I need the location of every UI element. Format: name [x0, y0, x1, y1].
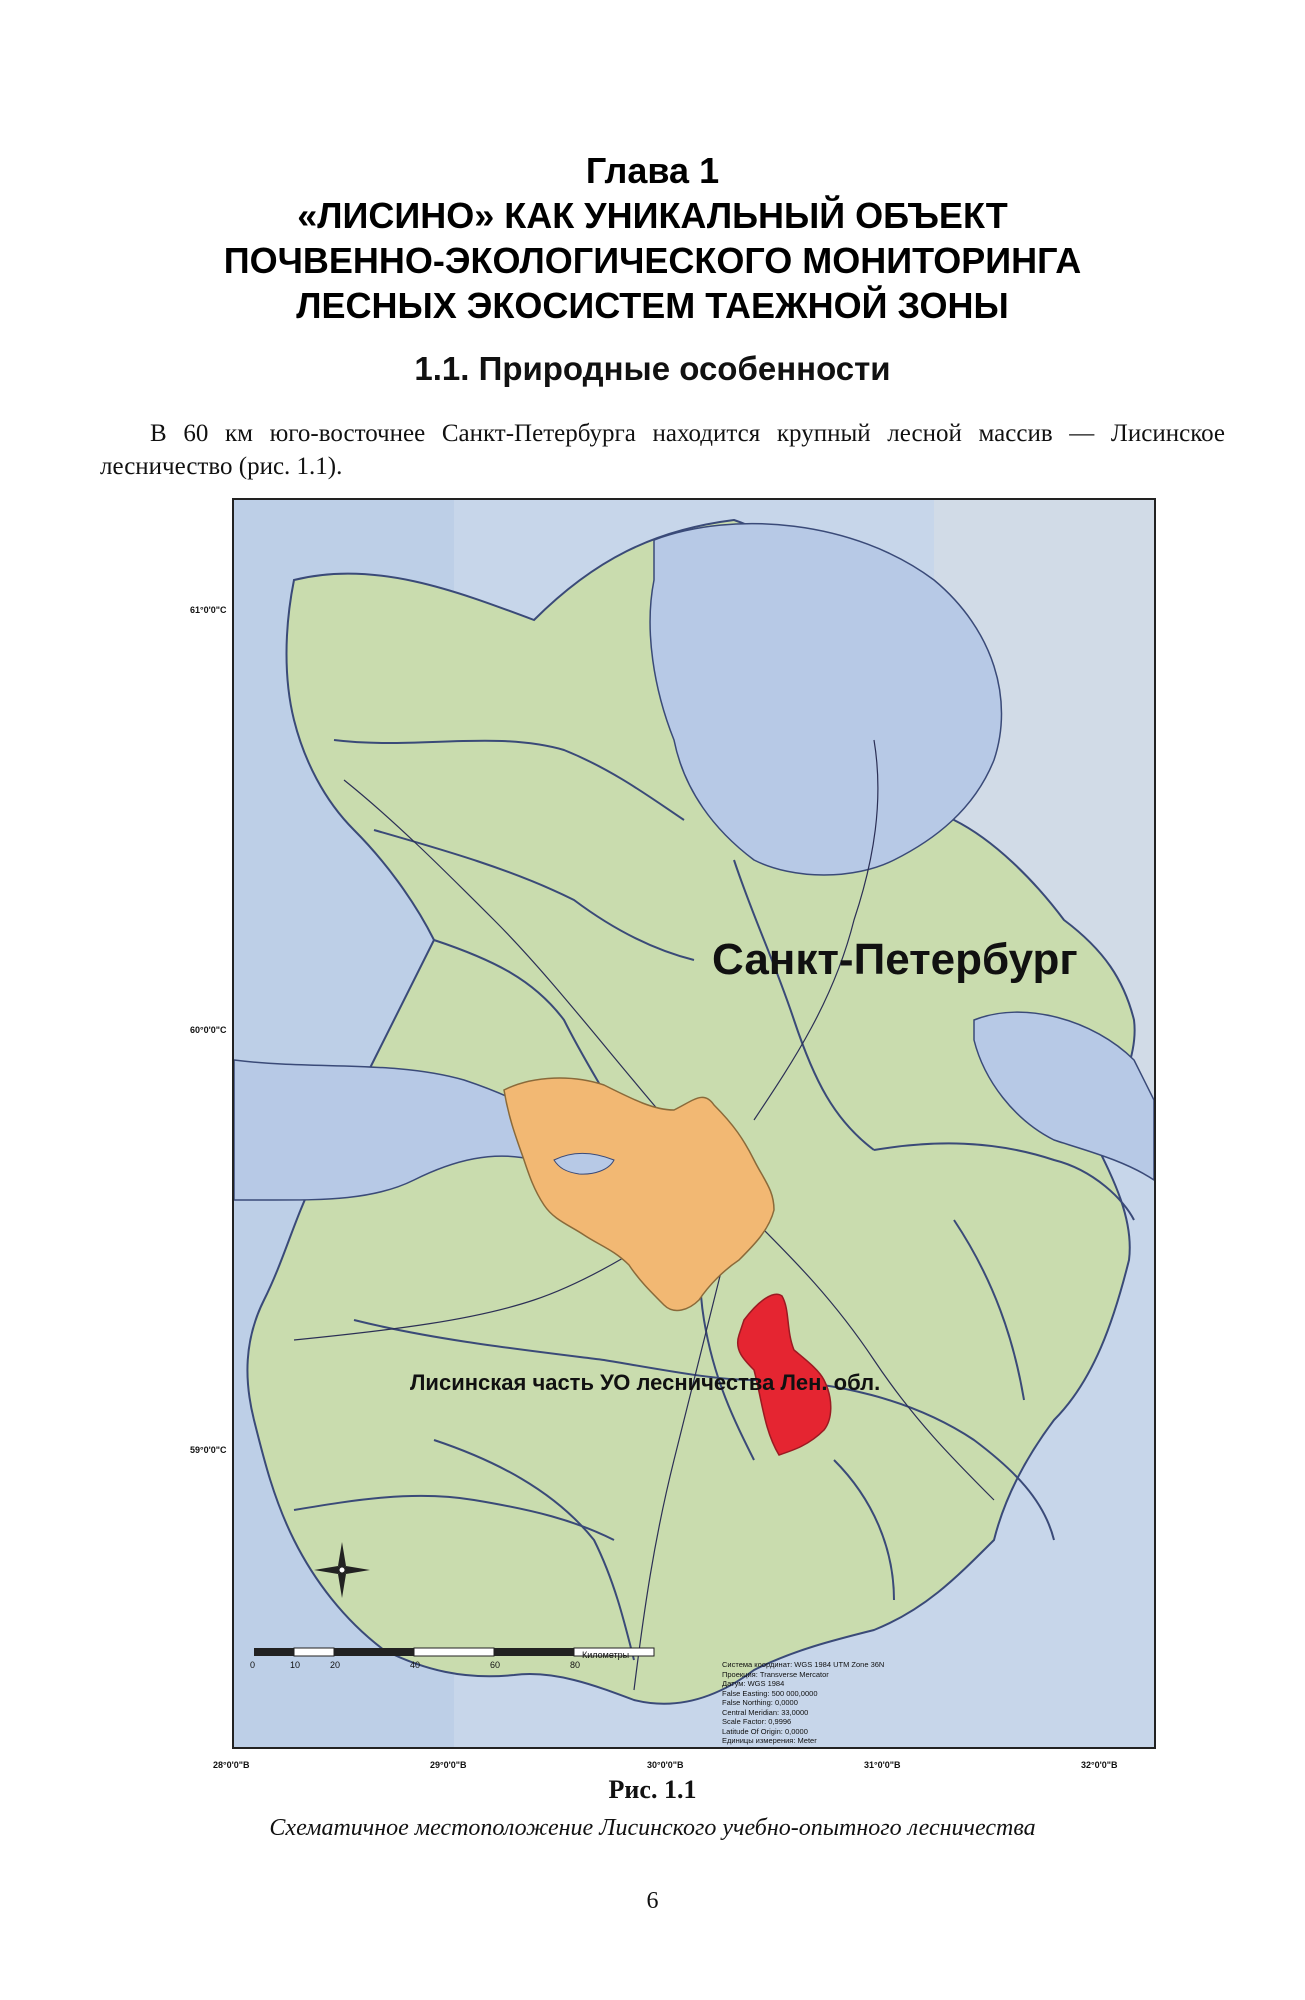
scale-tick-20: 20: [330, 1660, 341, 1670]
legend-line: Central Meridian: 33,0000: [722, 1707, 809, 1717]
city-label: Санкт-Петербург: [712, 935, 1078, 984]
longitude-label-30: 30°0'0"В: [647, 1760, 684, 1770]
figure-caption: Схематичное местоположение Лисинского учебно-опытного лесничества: [269, 1815, 1036, 1841]
scale-unit: Километры: [582, 1650, 630, 1660]
chapter-heading: [0, 148, 1305, 328]
legend-line: False Easting: 500 000,0000: [722, 1688, 818, 1698]
legend-line: False Northing: 0,0000: [722, 1698, 798, 1707]
longitude-label-32: 32°0'0"В: [1081, 1760, 1118, 1770]
longitude-label-28: 28°0'0"В: [213, 1760, 250, 1770]
scale-tick-10: 10: [290, 1660, 301, 1670]
forest-label: Лисинская часть УО лесничества Лен. обл.: [410, 1370, 881, 1395]
latitude-label-60: 60°0'0"С: [190, 1025, 227, 1035]
body-paragraph: В 60 км юго-восточнее Санкт-Петербурга находится крупный лесной массив — Лисинское лесничество (рис. 1.1).: [100, 420, 1225, 480]
legend-line: Scale Factor: 0,9996: [722, 1717, 792, 1726]
legend-line: Единицы измерения: Meter: [722, 1736, 817, 1745]
map-figure: [232, 498, 1156, 1749]
scale-tick-0: 0: [250, 1660, 256, 1670]
latitude-label-59: 59°0'0"С: [190, 1445, 227, 1455]
map-legend: [722, 1660, 884, 1746]
longitude-label-31: 31°0'0"В: [864, 1760, 901, 1770]
chapter-number: Глава 1: [585, 150, 720, 191]
legend-line: Датум: WGS 1984: [722, 1679, 785, 1688]
chapter-title-line-3: ЛЕСНЫХ ЭКОСИСТЕМ ТАЕЖНОЙ ЗОНЫ: [296, 285, 1009, 326]
latitude-label-61: 61°0'0"С: [190, 605, 227, 615]
figure-number: Рис. 1.1: [608, 1775, 697, 1804]
scale-tick-40: 40: [410, 1660, 421, 1670]
chapter-title-line-1: «ЛИСИНО» КАК УНИКАЛЬНЫЙ ОБЪЕКТ: [297, 195, 1008, 236]
section-title: 1.1. Природные особенности: [414, 350, 891, 387]
scale-tick-60: 60: [490, 1660, 501, 1670]
longitude-label-29: 29°0'0"В: [430, 1760, 467, 1770]
scale-tick-80: 80: [570, 1660, 581, 1670]
map-graphic: [234, 500, 1154, 1747]
legend-line: Проекция: Transverse Mercator: [722, 1669, 829, 1679]
legend-line: Система координат: WGS 1984 UTM Zone 36N: [722, 1660, 885, 1669]
page-number: 6: [646, 1888, 659, 1914]
legend-line: Latitude Of Origin: 0,0000: [722, 1726, 808, 1736]
chapter-title-line-2: ПОЧВЕННО-ЭКОЛОГИЧЕСКОГО МОНИТОРИНГА: [223, 240, 1082, 281]
